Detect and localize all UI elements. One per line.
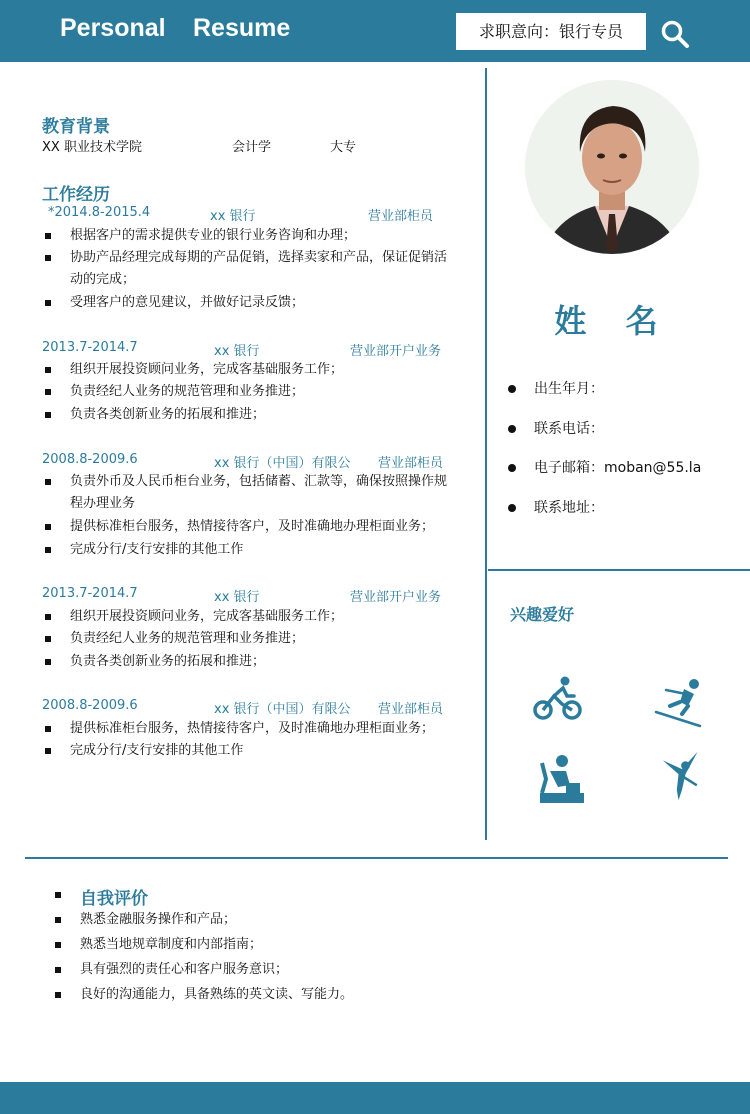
work-period: 2008.8-2009.6 [42, 698, 138, 713]
work-position: 营业部开户业务 [350, 344, 442, 359]
info-email: 电子邮箱：moban@55.la [508, 457, 701, 477]
dancing-icon [656, 750, 708, 802]
education-major: 会计学 [232, 140, 272, 155]
work-company: xx 银行 [214, 344, 260, 359]
footer-bar [0, 1082, 750, 1114]
avatar [525, 80, 699, 254]
job-intention-box[interactable]: 求职意向：银行专员 [456, 13, 646, 50]
work-company: xx 银行（中国）有限公 [214, 456, 351, 471]
info-address: 联系地址： [508, 497, 604, 517]
section-divider [25, 857, 728, 859]
education-school: XX 职业技术学院 [42, 140, 142, 155]
hobbies-title: 兴趣爱好 [510, 605, 575, 624]
work-position: 营业部柜员 [378, 702, 444, 717]
info-birth: 出生年月： [508, 378, 604, 398]
work-company: xx 银行 [210, 209, 256, 224]
cycling-icon [532, 674, 584, 726]
fitness-icon [536, 753, 588, 805]
work-position: 营业部柜员 [368, 209, 434, 224]
work-company: xx 银行（中国）有限公 [214, 702, 351, 717]
work-position: 营业部开户业务 [350, 590, 442, 605]
column-divider [485, 68, 487, 840]
resume-title-personal: Personal [60, 14, 166, 42]
work-period: 2008.8-2009.6 [42, 452, 138, 467]
education-title: 教育背景 [42, 117, 110, 137]
profile-name: 姓 名 [554, 302, 672, 340]
work-period: 2013.7-2014.7 [42, 340, 138, 355]
work-position: 营业部柜员 [378, 456, 444, 471]
work-company: xx 银行 [214, 590, 260, 605]
info-phone: 联系电话： [508, 418, 604, 438]
education-degree: 大专 [330, 140, 357, 155]
skiing-icon [654, 676, 706, 728]
resume-title-resume: Resume [193, 14, 291, 42]
section-divider [488, 569, 750, 571]
search-icon[interactable] [660, 19, 690, 49]
work-period: *2014.8-2015.4 [48, 205, 151, 220]
work-period: 2013.7-2014.7 [42, 586, 138, 601]
work-title: 工作经历 [42, 185, 110, 205]
